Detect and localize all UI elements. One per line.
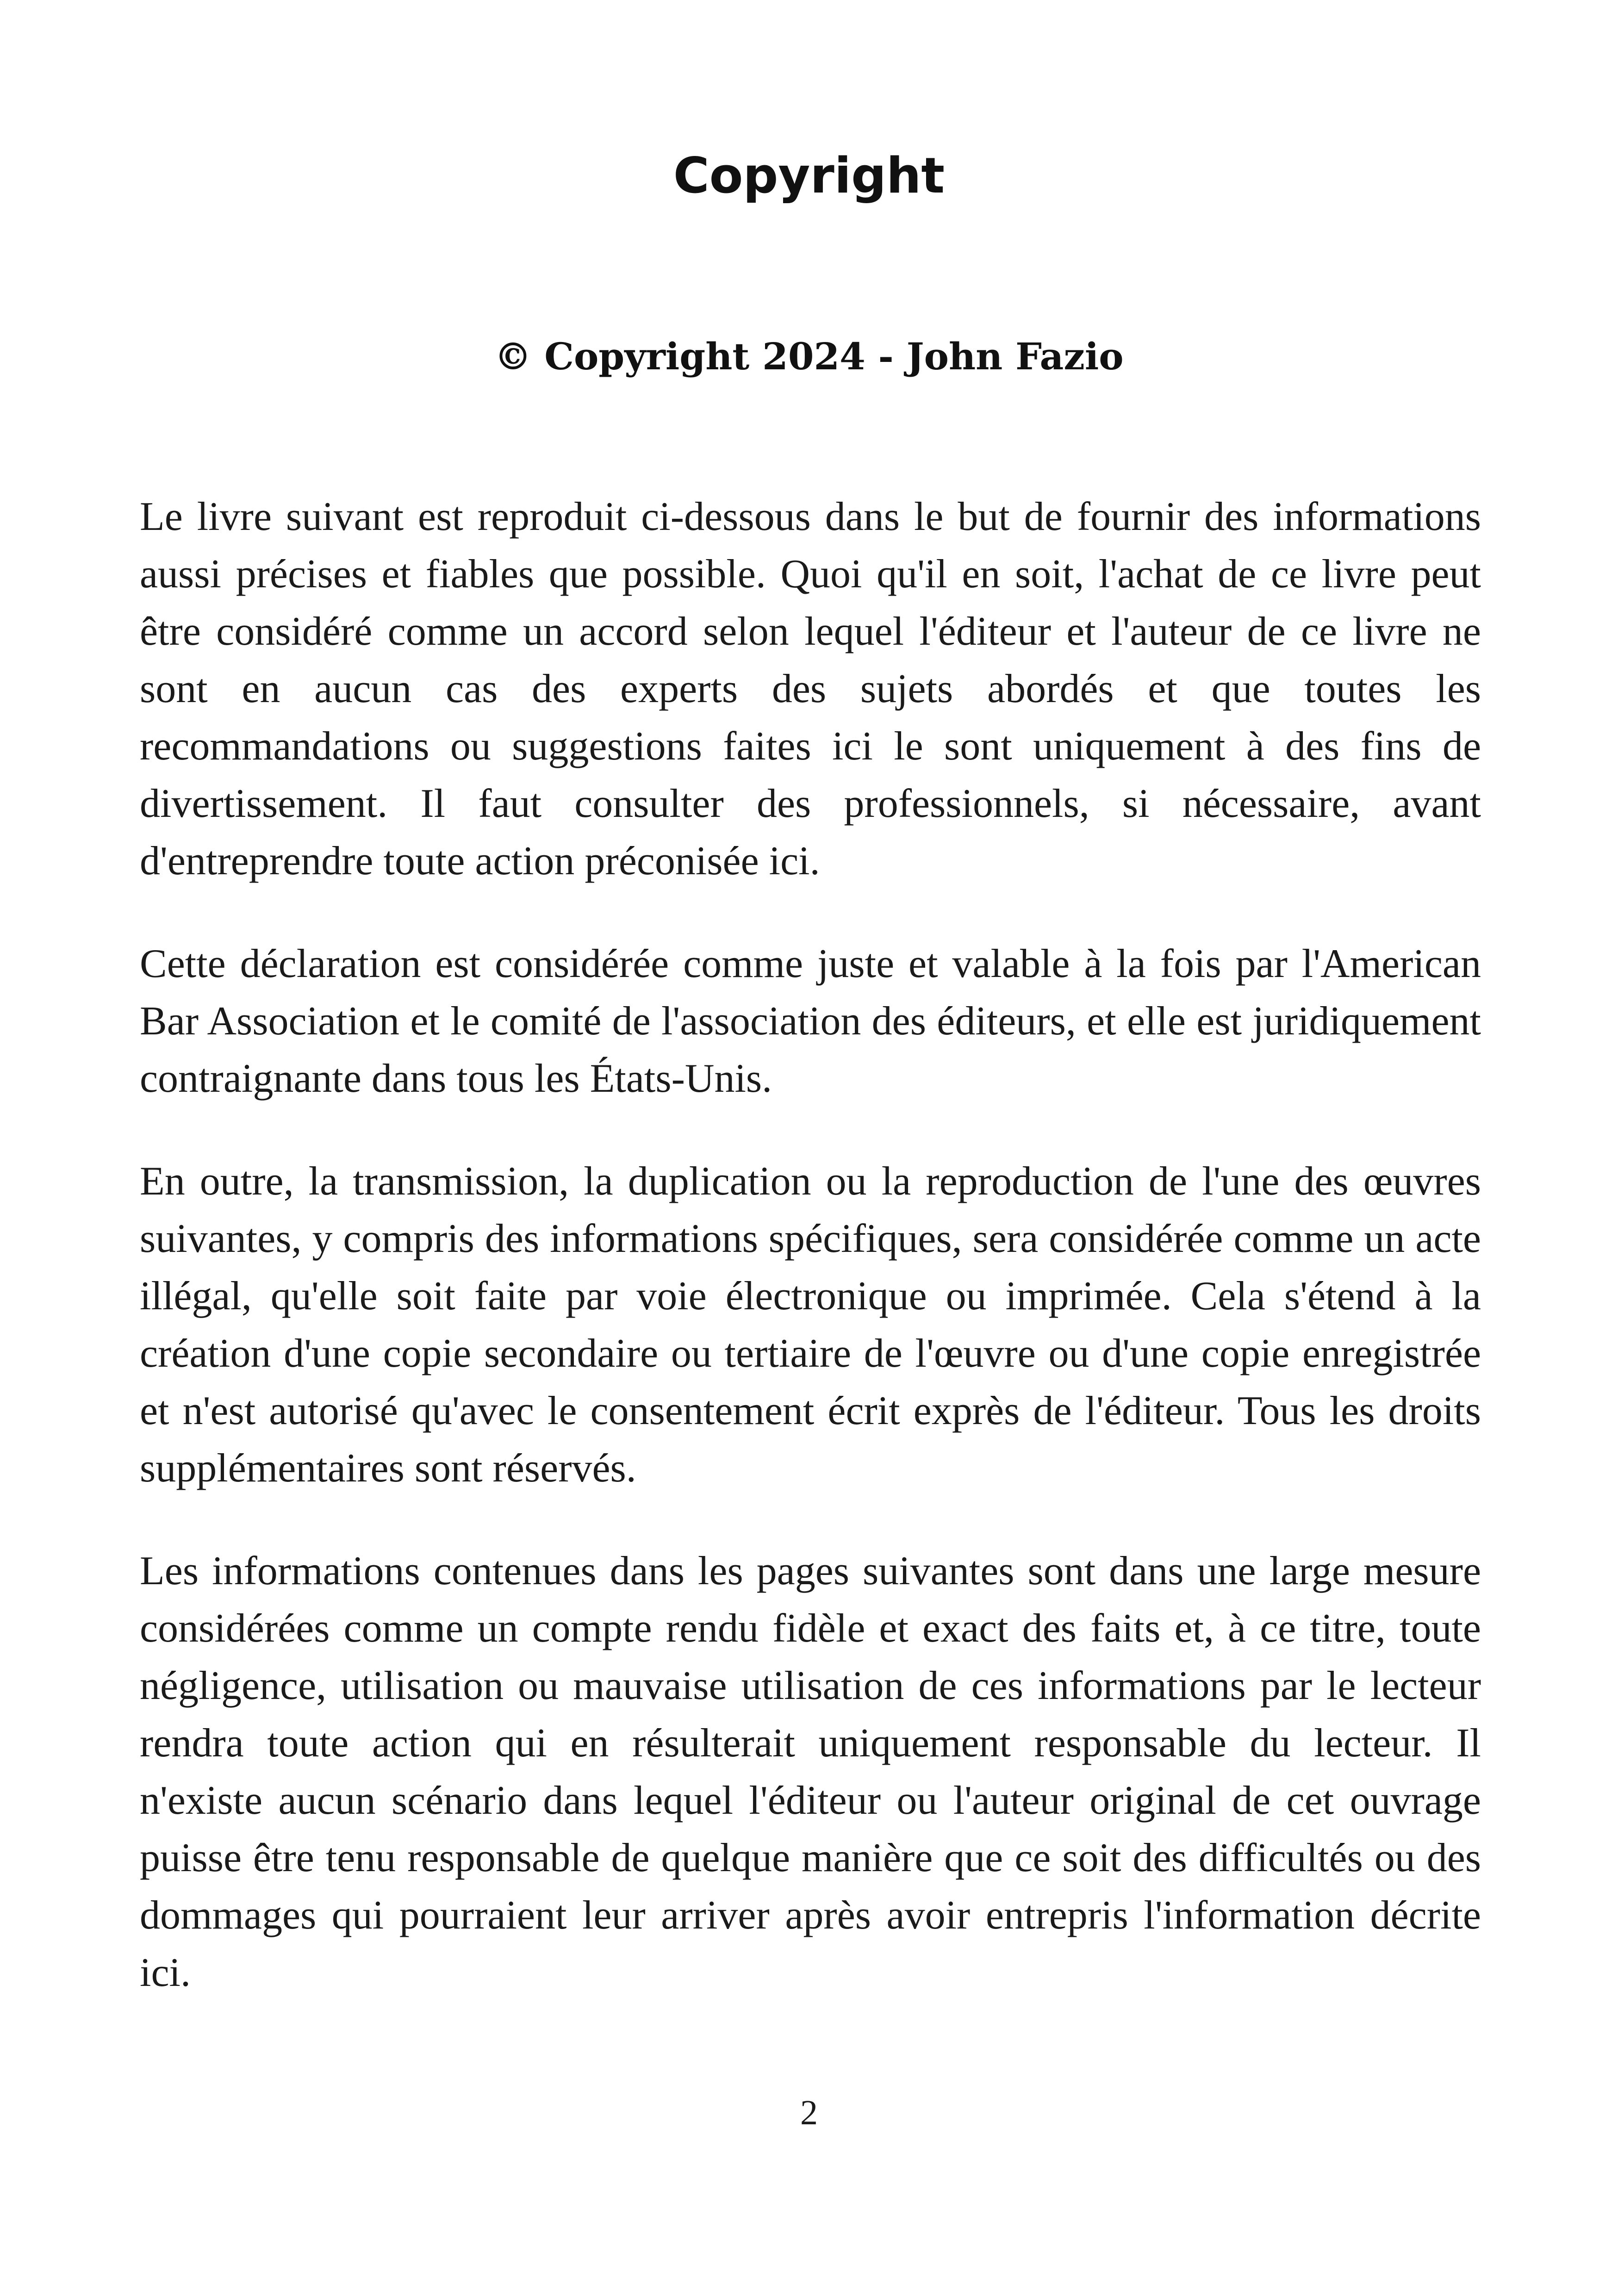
copyright-notice: © Copyright 2024 - John Fazio	[494, 335, 1124, 378]
paragraph-reproduction: En outre, la transmission, la duplication ou la reproduction de l'une des œuvres suivantes, y compris des informations spécifiques, sera considérée comme un acte illégal, qu'elle soit faite par voie électronique ou imprimée. Cela s'étend à la création d'une copie secondaire ou tertiaire de l'œuvre ou d'une copie enregistrée et n'est autorisé qu'avec le consentement écrit exprès de l'éditeur. Tous les droits supplémentaires sont réservés.	[140, 1159, 1481, 1491]
paragraph-declaration: Cette déclaration est considérée comme juste et valable à la fois par l'American Bar Association et le comité de l'association des éditeurs, et elle est juridiquement contraignante dans tous les États-Unis.	[140, 941, 1481, 1101]
paragraph-liability: Les informations contenues dans les pages suivantes sont dans une large mesure considérées comme un compte rendu fidèle et exact des faits et, à ce titre, toute négligence, utilisation ou mauvaise utilisation de ces informations par le lecteur rendra toute action qui en résulterait uniquement responsable du lecteur. Il n'existe aucun scénario dans lequel l'éditeur ou l'auteur original de cet ouvrage puisse être tenu responsable de quelque manière que ce soit des difficultés ou des dommages qui pourraient leur arriver après avoir entrepris l'information décrite ici.	[140, 1549, 1481, 1995]
body-text	[140, 488, 1481, 2002]
paragraph-disclaimer: Le livre suivant est reproduit ci-dessous dans le but de fournir des informations aussi précises et fiables que possible. Quoi qu'il en soit, l'achat de ce livre peut être considéré comme un accord selon lequel l'éditeur et l'auteur de ce livre ne sont en aucun cas des experts des sujets abordés et que toutes les recommandations ou suggestions faites ici le sont uniquement à des fins de divertissement. Il faut consulter des professionnels, si nécessaire, avant d'entreprendre toute action préconisée ici.	[140, 494, 1481, 884]
page-title: Copyright	[673, 147, 945, 204]
page-number: 2	[800, 2093, 818, 2132]
